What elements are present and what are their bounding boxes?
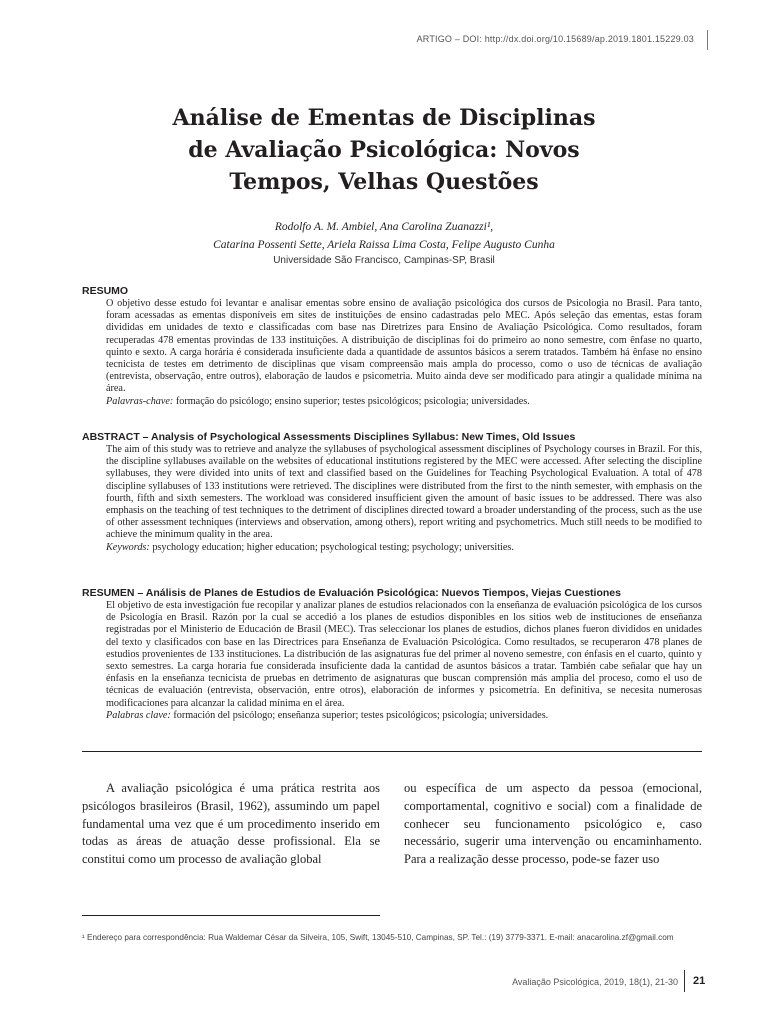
resumen-section: [82, 586, 702, 722]
doi-header: ARTIGO – DOI: http://dx.doi.org/10.15689/ap.2019.1801.15229.03: [416, 34, 694, 44]
title-line-1: Análise de Ementas de Disciplinas: [172, 105, 596, 131]
resumo-body: O objetivo desse estudo foi levantar e analisar ementas sobre ensino de avaliação psicológica dos cursos de Psicologia no Brasil. Para tanto, foram acessadas as ementas disponíveis em sites de instituições de ensino cadastradas pelo MEC. Após seleção das ementas, estas foram divididas em unidades de texto e classificadas com base nas Diretrizes para Ensino de Avaliação Psicológica. Como resultados, foram recuperadas 478 ementas provindas de 133 instituições. A distribuição de disciplinas foi do primeiro ao nono semestre, com ênfase no quarto, quinto e sexto. A carga horária é considerada insuficiente dada a quantidade de assuntos básicos a serem tratados. Também há ênfase no ensino tecnicista de testes em detrimento de disciplinas que visam compreensão mais ampla do processo, como o uso de técnicas de avaliação (entrevista, observação, entre outros), elaboração de laudos e psicometria. Muito ainda deve ser modificado para atingir a qualidade mínima na área.: [106, 298, 702, 395]
abstract-heading: ABSTRACT – Analysis of Psychological Assessments Disciplines Syllabus: New Times, Old Issues: [82, 431, 576, 443]
affiliation: Universidade São Francisco, Campinas-SP, Brasil: [273, 255, 495, 266]
resumo-keywords: [106, 396, 702, 408]
authors: [84, 218, 684, 254]
resumen-keywords-text: formación del psicólogo; enseñanza superior; testes psicológicos; psicología; universidades.: [173, 709, 549, 721]
resumo-section: [82, 284, 702, 408]
article-title: [84, 102, 684, 198]
resumen-keywords-label: Palabras clave:: [106, 709, 171, 721]
title-line-2: de Avaliação Psicológica: Novos: [188, 137, 580, 163]
section-divider: [82, 751, 702, 752]
authors-line-1: Rodolfo A. M. Ambiel, Ana Carolina Zuanazzi¹,: [274, 221, 494, 233]
corner-mark: [699, 30, 708, 50]
resumen-keywords: [106, 710, 702, 722]
abstract-body: The aim of this study was to retrieve and analyze the syllabuses of psychological assessment disciplines of Psychology courses in Brazil. For this, the discipline syllabuses available on the websites of educational institutions registered by the MEC were accessed. After selecting the discipline syllabuses, they were divided into units of text and classified based on the Guidelines for Teaching Psychological Evaluation. A total of 478 discipline syllabuses of 133 institutions were retrieved. The disciplines were distributed from the first to the ninth semester, with emphasis on the fourth, fifth and sixth semesters. The workload was considered insufficient given the amount of basic issues to be addressed. There was also emphasis on the teaching of test techniques to the detriment of disciplines directed toward a broader understanding of the process, such as the use of other assessment techniques (interviews and observation, among others), report writing and psychometrics. Much still needs to be modified to achieve the minimum quality in the area.: [106, 444, 702, 541]
body-right-column: ou específica de um aspecto da pessoa (emocional, comportamental, cognitivo e social) com a finalidade de conhecer seu funcionamento psicológico e, caso necessário, sugerir uma intervenção ou encaminhamento. Para a realização desse processo, pode-se fazer uso: [404, 781, 702, 867]
body-left-column: A avaliação psicológica é uma prática restrita aos psicólogos brasileiros (Brasil, 1962), assumindo um papel fundamental uma vez que é um procedimento inserido em todas as áreas de atuação desse profissional. Ela se constitui como um processo de avaliação global: [82, 781, 380, 867]
resumo-heading: RESUMO: [82, 285, 129, 297]
abstract-keywords-text: psychology education; higher education; psychological testing; psychology; universities.: [152, 541, 514, 553]
resumen-heading: RESUMEN – Análisis de Planes de Estudios de Evaluación Psicológica: Nuevos Tiempos, Viejas Cuestiones: [82, 587, 621, 599]
abstract-keywords-label: Keywords:: [106, 541, 150, 553]
resumen-body: El objetivo de esta investigación fue recopilar y analizar planes de estudios relacionados con la enseñanza de evaluación psicológica de los cursos de Psicología en Brasil. Razón por la cual se accedió a los planes de estudios disponibles en los sitios web de instituciones de enseñanza registradas por el Ministerio de Educación de Brasil (MEC). Tras seleccionar los planes de estudios, dichos planes fueron divididos en unidades del texto y clasificados con base en las Directrices para Enseñanza de Evaluación Psicológica. Como resultados, se recuperaron 478 planes de estudios provenientes de 133 instituciones. La distribución de las asignaturas fue del primer al noveno semestre, con énfasis en el cuarto, quinto y sexto semestres. La carga horaria fue considerada insuficiente dada la cantidad de asuntos básicos a tratar. También cabe señalar que hay un énfasis en la enseñanza tecnicista de pruebas en detrimento de asignaturas que buscan comprensión más amplia del proceso, como el uso de técnicas de evaluación (entrevista, observación, entre otros), elaboración de informes y psicometría. En definitiva, se necesita numerosas modificaciones para alcanzar la calidad mínima en el área.: [106, 600, 702, 709]
journal-footer: Avaliação Psicológica, 2019, 18(1), 21-30: [512, 977, 678, 987]
title-line-3: Tempos, Velhas Questões: [229, 169, 539, 195]
authors-line-2: Catarina Possenti Sette, Ariela Raissa Lima Costa, Felipe Augusto Cunha: [213, 239, 555, 251]
abstract-keywords: [106, 542, 702, 554]
footnote: ¹ Endereço para correspondência: Rua Waldemar César da Silveira, 105, Swift, 13045-510, Campinas, SP. Tel.: (19) 3779-3371. E-mail: anacarolina.zf@gmail.com: [82, 933, 674, 942]
resumo-keywords-text: formação do psicólogo; ensino superior; testes psicológicos; psicologia; universidades.: [175, 395, 530, 407]
page-number: 21: [684, 970, 705, 992]
footnote-divider: [82, 915, 380, 916]
resumo-keywords-label: Palavras-chave:: [106, 395, 174, 407]
abstract-section: [82, 430, 702, 554]
